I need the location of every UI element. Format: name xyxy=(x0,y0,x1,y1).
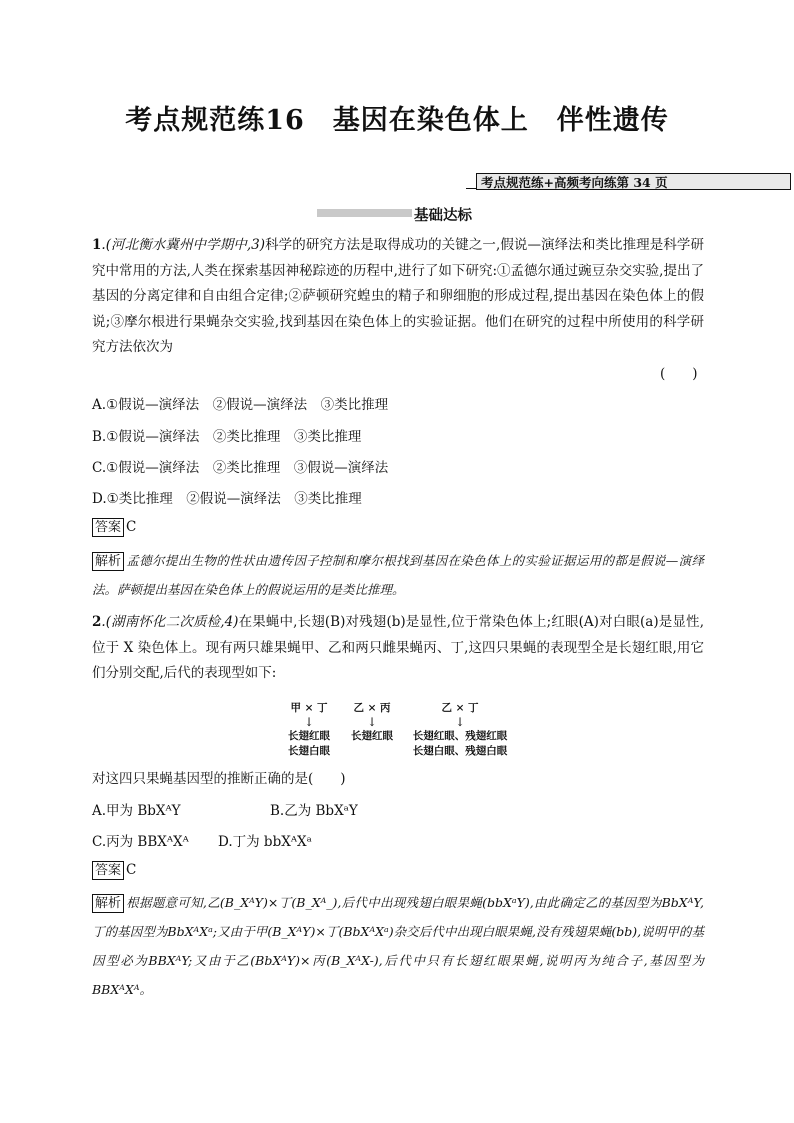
question-2-source: .(湖南怀化二次质检,4) xyxy=(101,614,239,630)
reference-label: 考点规范练+高频考向练第 34 页 xyxy=(476,173,791,190)
question-2-stem: 对这四只果蝇基因型的推断正确的是( ) xyxy=(92,771,346,787)
question-2-option-d: D.丁为 bbXᴬXᵃ xyxy=(218,834,312,850)
question-1-option-d: D.①类比推理 ②假说—演绎法 ③类比推理 xyxy=(92,491,362,507)
question-1-option-b: B.①假说—演绎法 ②类比推理 ③类比推理 xyxy=(92,429,362,445)
question-1-answer-blank: ( ) xyxy=(660,366,698,382)
question-2-option-c: C.丙为 BBXᴬXᴬ xyxy=(92,834,189,850)
cross-1-result-2: 长翅白眼 xyxy=(288,745,330,757)
question-1-answer xyxy=(92,518,136,537)
explanation-tag: 解析 xyxy=(92,552,124,571)
cross-3-result-2: 长翅白眼、残翅白眼 xyxy=(412,745,508,757)
question-1-option-c: C.①假说—演绎法 ②类比推理 ③假说—演绎法 xyxy=(92,460,389,476)
cross-1 xyxy=(284,700,334,759)
question-1-text xyxy=(92,233,704,361)
reference-underline xyxy=(466,188,476,189)
question-1-source: .(河北衡水冀州中学期中,3) xyxy=(101,237,266,253)
question-1-option-a: A.①假说—演绎法 ②假说—演绎法 ③类比推理 xyxy=(92,397,389,413)
question-1-body: 科学的研究方法是取得成功的关键之一,假说—演绎法和类比推理是科学研究中常用的方法,人类在探索基因神秘踪迹的历程中,进行了如下研究:①孟德尔通过豌豆杂交实验,提出了基因的分离定律和自由组合定律;②萨顿研究蝗虫的精子和卵细胞的形成过程,提出基因在染色体上的假说;③摩尔根进行果蝇杂交实验,找到基因在染色体上的实验证据。他们在研究的过程中所使用的科学研究方法依次为 xyxy=(92,237,704,355)
section-bar xyxy=(317,209,412,217)
question-2-explanation xyxy=(92,888,704,1004)
answer-tag: 答案 xyxy=(92,861,124,880)
answer-value: C xyxy=(126,519,137,535)
cross-2 xyxy=(347,700,397,744)
question-1-number: 1 xyxy=(92,237,102,253)
question-2-option-a: A.甲为 BbXᴬY xyxy=(92,803,181,819)
explanation-text: 孟德尔提出生物的性状由遗传因子控制和摩尔根找到基因在染色体上的实验证据运用的都是假说—演绎法。萨顿提出基因在染色体上的假说运用的是类比推理。 xyxy=(92,553,704,597)
question-2-text xyxy=(92,610,704,687)
cross-1-arrow: ↓ xyxy=(303,715,315,729)
cross-1-result-1: 长翅红眼 xyxy=(288,730,330,742)
question-2-option-b: B.乙为 BbXᵃY xyxy=(270,803,358,819)
question-1-explanation xyxy=(92,546,704,604)
question-2-answer xyxy=(92,861,136,880)
section-title: 基础达标 xyxy=(414,207,472,224)
cross-3 xyxy=(408,700,512,759)
cross-1-pair: 甲 × 丁 xyxy=(290,702,328,714)
cross-3-pair: 乙 × 丁 xyxy=(441,702,479,714)
answer-tag: 答案 xyxy=(92,518,124,537)
explanation-text: 根据题意可知,乙(B_XᴬY)×丁(B_Xᴬ_),后代中出现残翅白眼果蝇(bbXᵃY),由此确定乙的基因型为BbXᴬY,丁的基因型为BbXᴬXᵃ;又由于甲(B_XᴬY)×丁(BbXᴬXᵃ)杂交后代中出现白眼果蝇,没有残翅果蝇(bb),说明甲的基因型必为BBXᴬY;又由于乙(BbXᴬY)×丙(B_XᴬX-),后代中只有长翅红眼果蝇,说明丙为纯合子,基因型为BBXᴬXᴬ。 xyxy=(92,895,704,997)
page-title: 考点规范练16 基因在染色体上 伴性遗传 xyxy=(125,105,669,136)
explanation-tag: 解析 xyxy=(92,894,124,913)
cross-2-arrow: ↓ xyxy=(366,715,378,729)
question-2-number: 2 xyxy=(92,614,102,630)
answer-value: C xyxy=(126,862,137,878)
cross-2-pair: 乙 × 丙 xyxy=(353,702,391,714)
cross-3-result-1: 长翅红眼、残翅红眼 xyxy=(412,730,508,742)
cross-3-arrow: ↓ xyxy=(454,715,466,729)
cross-2-result-1: 长翅红眼 xyxy=(351,730,393,742)
question-2-body: 在果蝇中,长翅(B)对残翅(b)是显性,位于常染色体上;红眼(A)对白眼(a)是显性,位于 X 染色体上。现有两只雄果蝇甲、乙和两只雌果蝇丙、丁,这四只果蝇的表现型全是长翅红眼,用它们分别交配,后代的表现型如下: xyxy=(92,614,704,681)
